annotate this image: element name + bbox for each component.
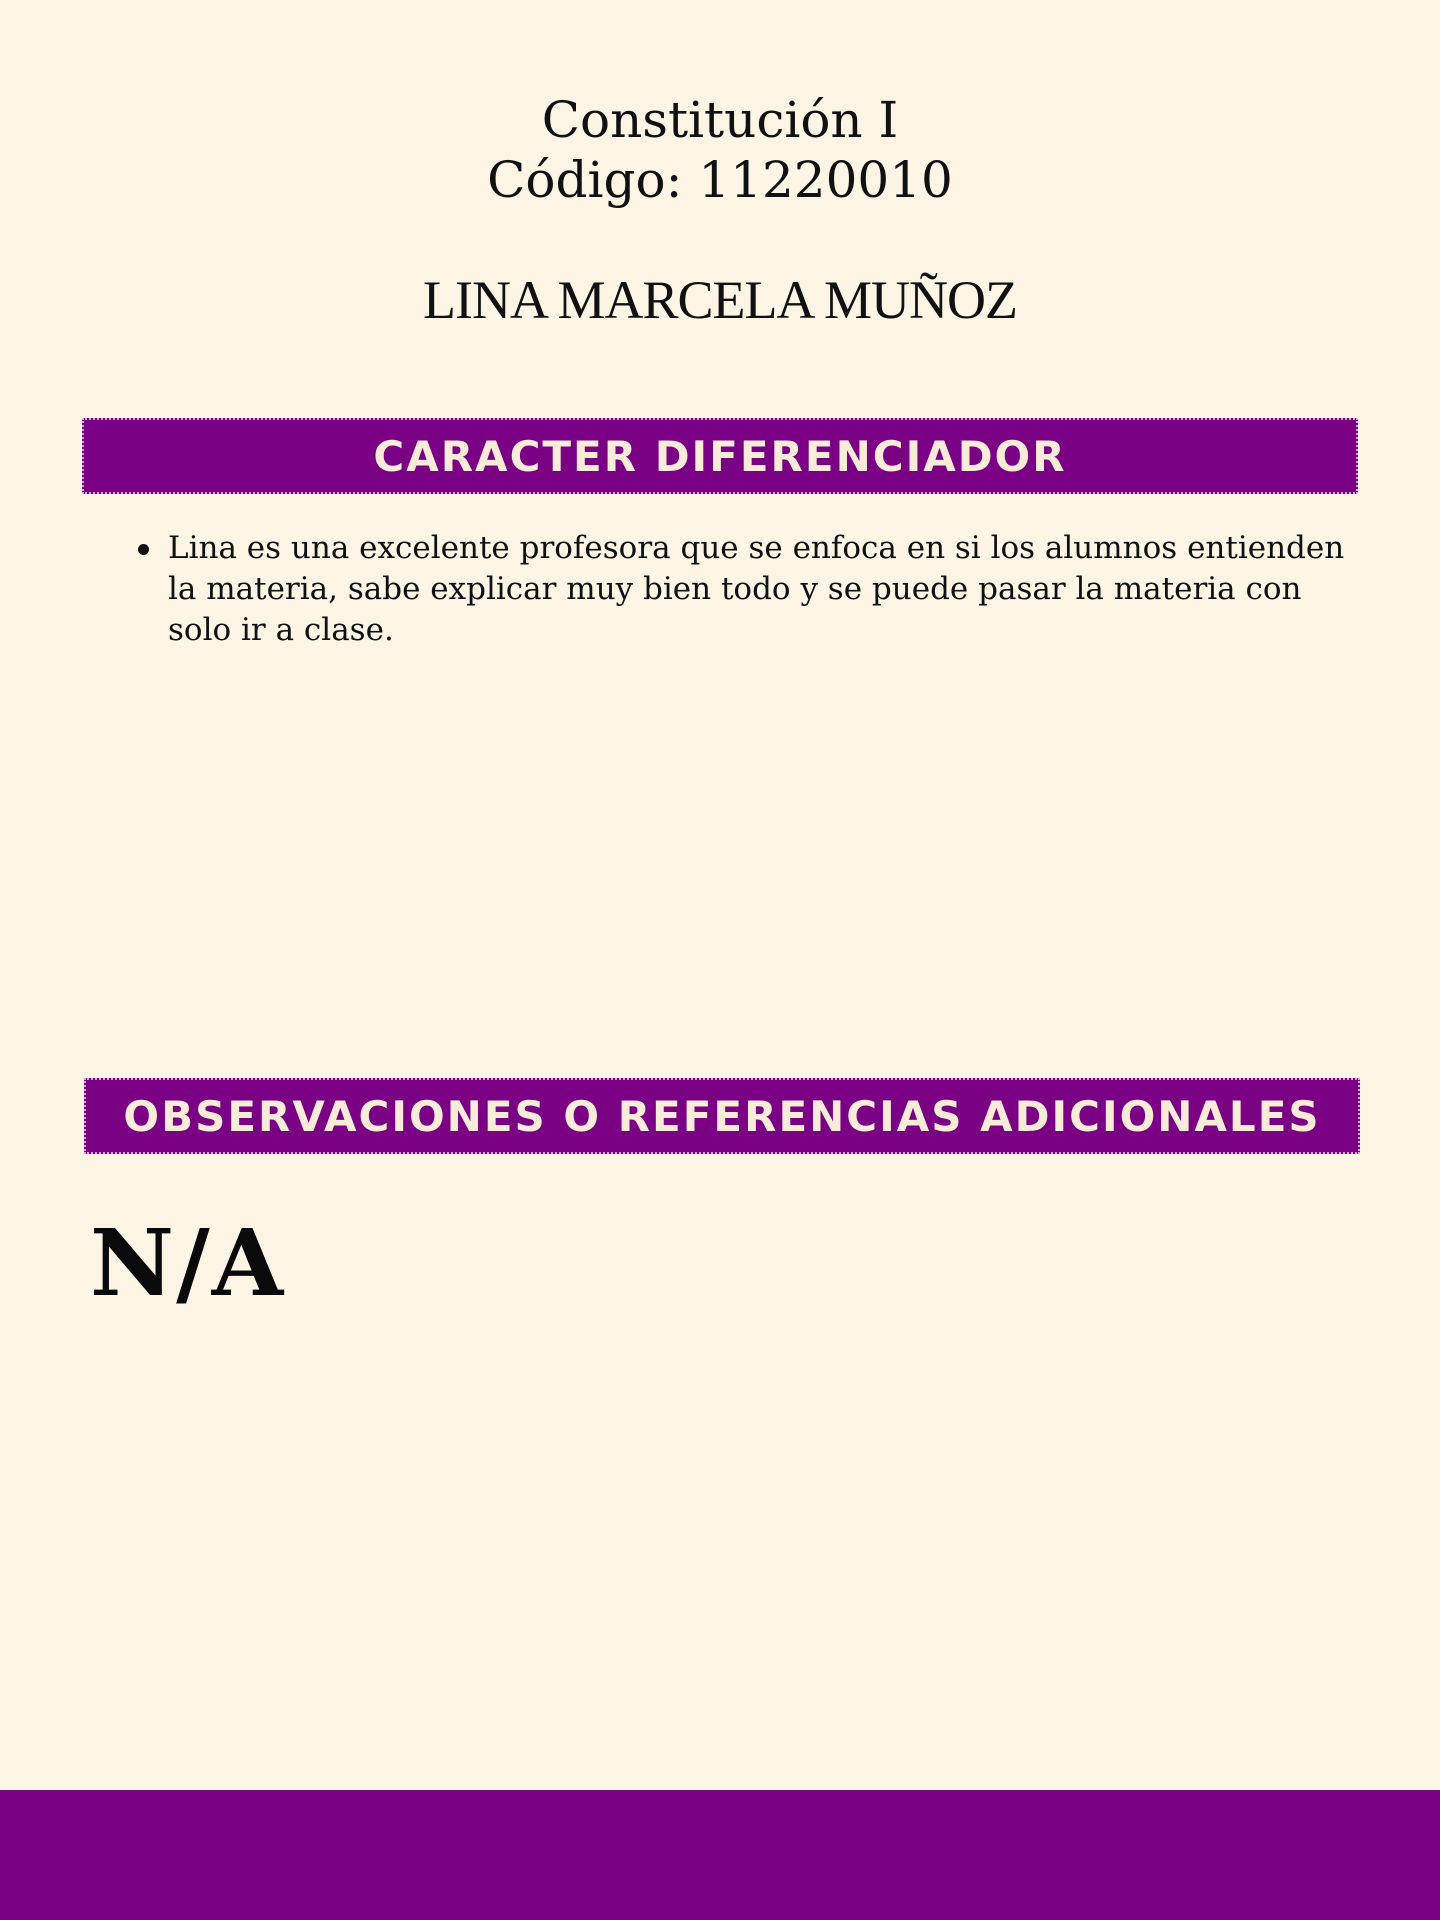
footer-band [0, 1790, 1440, 1920]
section-heading: OBSERVACIONES O REFERENCIAS ADICIONALES [123, 1091, 1321, 1141]
list-item-text: Lina es una excelente profesora que se enfoca en si los alumnos entienden la materia, sabe explicar muy bien todo y se puede pasar la materia con solo ir a clase. [168, 530, 1345, 648]
observaciones-value: N/A [90, 1209, 286, 1317]
bullet-icon [138, 544, 149, 555]
teacher-name: LINA MARCELA MUÑOZ [422, 270, 1017, 330]
course-code: Código: 11220010 [487, 151, 953, 209]
section-heading: CARACTER DIFERENCIADOR [373, 431, 1067, 481]
section-bar-caracter-diferenciador [82, 418, 1358, 494]
list-item [138, 528, 1358, 651]
document-header [0, 90, 1440, 210]
course-title: Constitución I [541, 91, 899, 149]
section-bar-observaciones [84, 1078, 1360, 1154]
caracter-diferenciador-list [138, 528, 1358, 651]
